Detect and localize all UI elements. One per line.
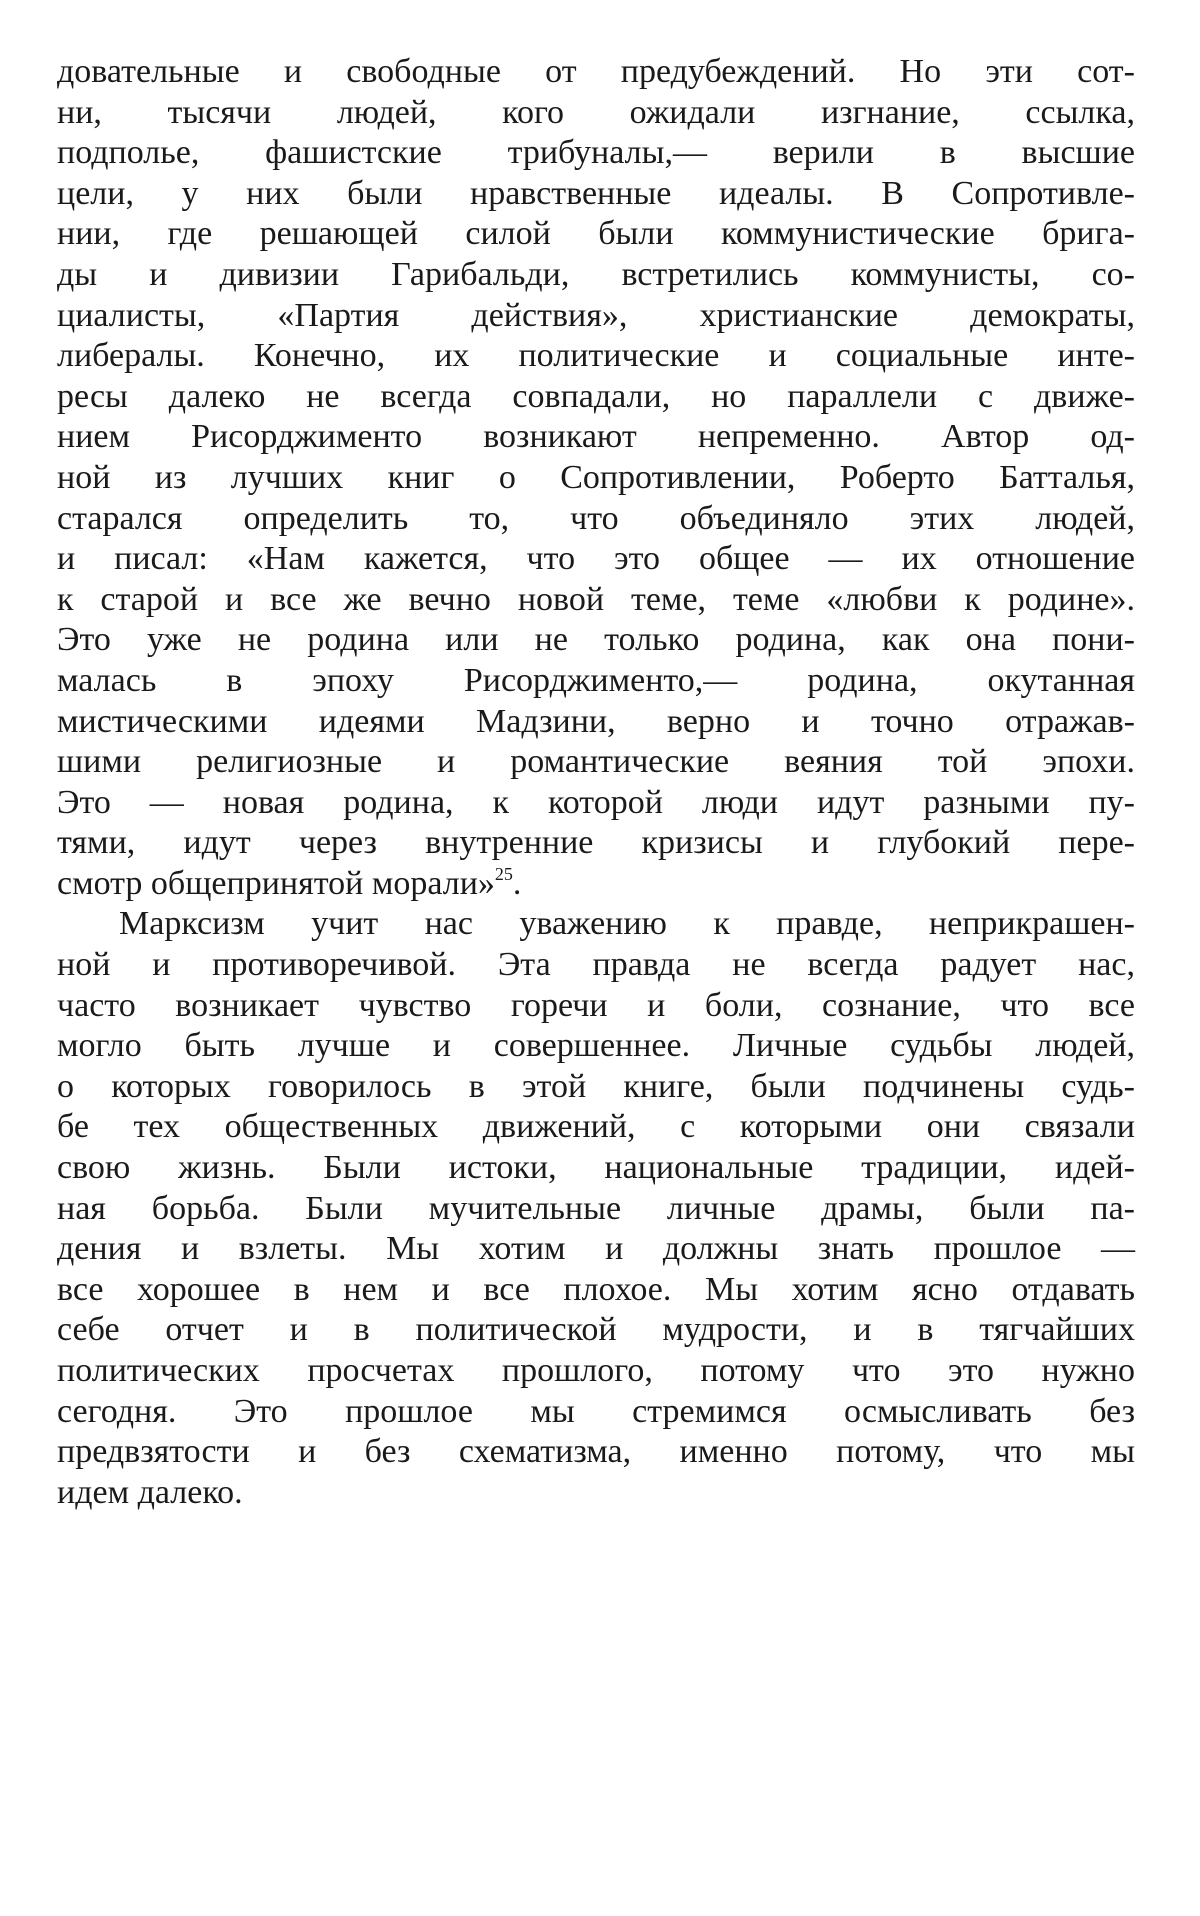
text-line: ной из лучших книг о Сопротивлении, Роберто Батталья, xyxy=(57,458,1135,496)
text-line-content: смотр общепринятой морали» xyxy=(57,864,495,902)
text-line: либералы. Конечно, их политические и социальные инте- xyxy=(57,337,1135,375)
text-line: политических просчетах прошлого, потому что это нужно xyxy=(57,1352,1135,1389)
text-line: Это уже не родина или не только родина, как она пони- xyxy=(57,621,1135,659)
text-line: предвзятости и без схематизма, именно потому, что мы xyxy=(57,1433,1135,1471)
text-line: ная борьба. Были мучительные личные драмы, были па- xyxy=(57,1189,1135,1227)
text-line: шими религиозные и романтические веяния той эпохи. xyxy=(57,743,1135,781)
paragraph xyxy=(57,904,1135,1513)
text-line: могло быть лучше и совершеннее. Личные судьбы людей, xyxy=(57,1027,1135,1065)
text-line: свою жизнь. Были истоки, национальные традиции, идей- xyxy=(57,1149,1135,1187)
text-line: ной и противоречивой. Эта правда не всегда радует нас, xyxy=(57,946,1135,984)
text-line: о которых говорилось в этой книге, были подчинены судь- xyxy=(57,1067,1135,1105)
text-line: ды и дивизии Гарибальди, встретились коммунисты, со- xyxy=(57,255,1135,293)
text-line: себе отчет и в политической мудрости, и в тягчайших xyxy=(57,1311,1135,1349)
text-line: нием Рисорджименто возникают непременно. Автор од- xyxy=(57,418,1135,456)
text-line: идем далеко. xyxy=(57,1473,243,1511)
text-line: сегодня. Это прошлое мы стремимся осмысливать без xyxy=(57,1392,1135,1430)
text-line: циалисты, «Партия действия», христианские демократы, xyxy=(57,296,1135,334)
text-line: нии, где решающей силой были коммунистические брига- xyxy=(57,215,1135,253)
text-line: Марксизм учит нас уважению к правде, неприкрашен- xyxy=(119,905,1135,943)
text-line: ни, тысячи людей, кого ожидали изгнание, ссылка, xyxy=(57,93,1135,131)
text-line: мистическими идеями Мадзини, верно и точно отражав- xyxy=(57,702,1135,740)
text-line: дения и взлеты. Мы хотим и должны знать прошлое — xyxy=(57,1230,1135,1268)
text-line: довательные и свободные от предубеждений. Но эти сот- xyxy=(57,53,1135,90)
text-line: к старой и все же вечно новой теме, теме «любви к родине». xyxy=(57,580,1135,618)
text-line: малась в эпоху Рисорджименто,— родина, окутанная xyxy=(57,661,1135,699)
paragraph xyxy=(57,52,1135,904)
text-line: ресы далеко не всегда совпадали, но параллели с движе- xyxy=(57,377,1135,415)
text-line xyxy=(57,864,1135,905)
body-text xyxy=(57,52,1135,1513)
footnote-reference: 25 xyxy=(494,863,513,884)
text-line: старался определить то, что объединяло этих людей, xyxy=(57,499,1135,537)
text-line: подполье, фашистские трибуналы,— верили в высшие xyxy=(57,134,1135,172)
text-line: цели, у них были нравственные идеалы. В Сопротивле- xyxy=(57,174,1135,212)
text-line: все хорошее в нем и все плохое. Мы хотим ясно отдавать xyxy=(57,1270,1135,1308)
text-line: и писал: «Нам кажется, что это общее — их отношение xyxy=(57,540,1135,578)
text-line: бе тех общественных движений, с которыми они связали xyxy=(57,1108,1135,1146)
text-line: тями, идут через внутренние кризисы и глубокий пере- xyxy=(57,824,1135,862)
sentence-period: . xyxy=(512,864,522,902)
text-line: часто возникает чувство горечи и боли, сознание, что все xyxy=(57,986,1135,1024)
text-line: Это — новая родина, к которой люди идут разными пу- xyxy=(57,783,1135,821)
